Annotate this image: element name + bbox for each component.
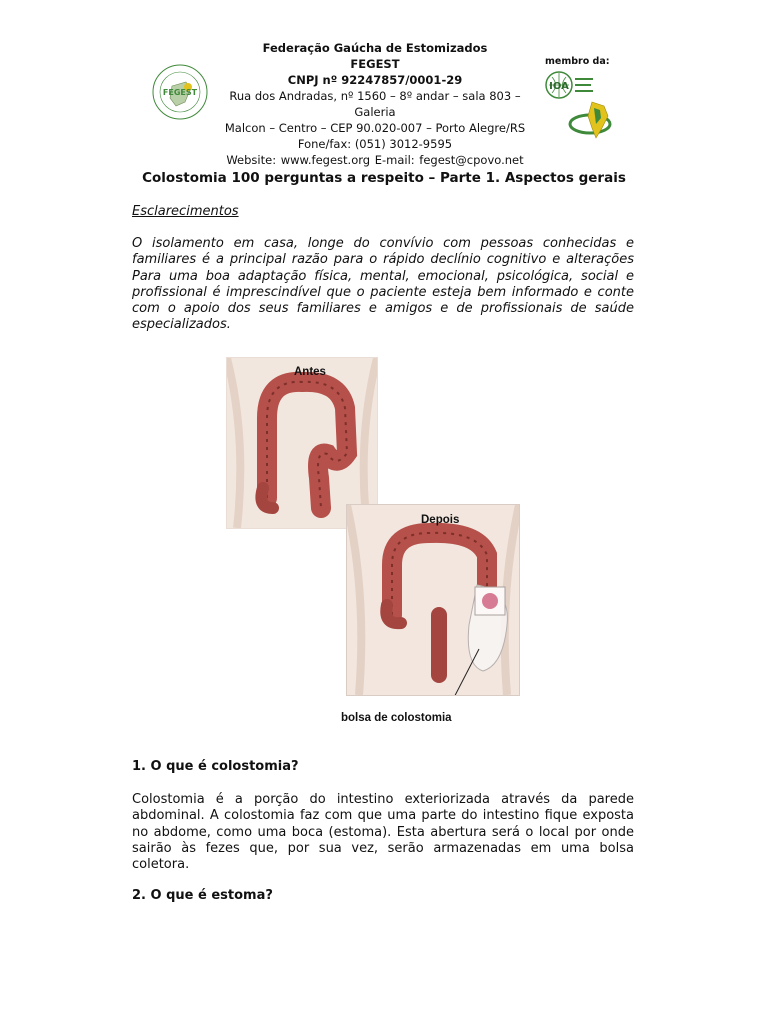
fegest-logo-icon xyxy=(150,62,210,122)
continent-logo-icon xyxy=(568,98,618,140)
address-line-2: Malcon – Centro – CEP 90.020-007 – Porto Alegre/RS xyxy=(224,121,526,135)
answer-1: Colostomia é a porção do intestino exteriorizada através da parede abdominal. A colostomia faz com que uma parte do intestino fique exposta no abdome, como uma boca (estoma). Esta abertura será o local por onde sairão às fezes que, por sua vez, serão armazenadas em uma bolsa coletora. xyxy=(132,792,634,873)
intro-paragraph: O isolamento em casa, longe do convívio com pessoas conhecidas e familiares é a principal razão para o rápido declínio cognitivo e alterações Para uma boa adaptação física, mental, emocional, psicológica, social e profissional é imprescindível que o paciente esteja bem informado e conte com o apoio dos seus familiares e amigos e de profissionais de saúde especializados. xyxy=(132,236,634,333)
section-heading: Esclarecimentos xyxy=(132,204,239,219)
org-cnpj: CNPJ nº 92247857/0001-29 xyxy=(287,73,463,87)
fegest-logo-text: FEGEST xyxy=(162,88,198,97)
question-2: 2. O que é estoma? xyxy=(132,888,273,903)
document-title: Colostomia 100 perguntas a respeito – Parte 1. Aspectos gerais xyxy=(142,170,626,186)
member-label: membro da: xyxy=(545,56,610,67)
label-before: Antes xyxy=(294,366,326,378)
org-short-name: FEGEST xyxy=(350,57,400,71)
address-line-1: Rua dos Andradas, nº 1560 – 8º andar – sala 803 – Galeria xyxy=(229,89,521,119)
phone: Fone/fax: (051) 3012-9595 xyxy=(297,137,453,151)
website-email: Website: www.fegest.org E-mail: fegest@cpovo.net xyxy=(226,153,524,167)
ioa-logo-text: IOA xyxy=(549,81,569,92)
letterhead xyxy=(150,40,620,167)
label-colostomy-bag: bolsa de colostomia xyxy=(341,712,452,724)
letterhead-text xyxy=(210,40,540,168)
label-after: Depois xyxy=(421,514,460,526)
question-1: 1. O que é colostomia? xyxy=(132,759,299,774)
figure-after-illustration xyxy=(346,504,520,696)
org-name: Federação Gaúcha de Estomizados xyxy=(262,41,488,55)
ioa-logo-icon xyxy=(545,68,595,102)
